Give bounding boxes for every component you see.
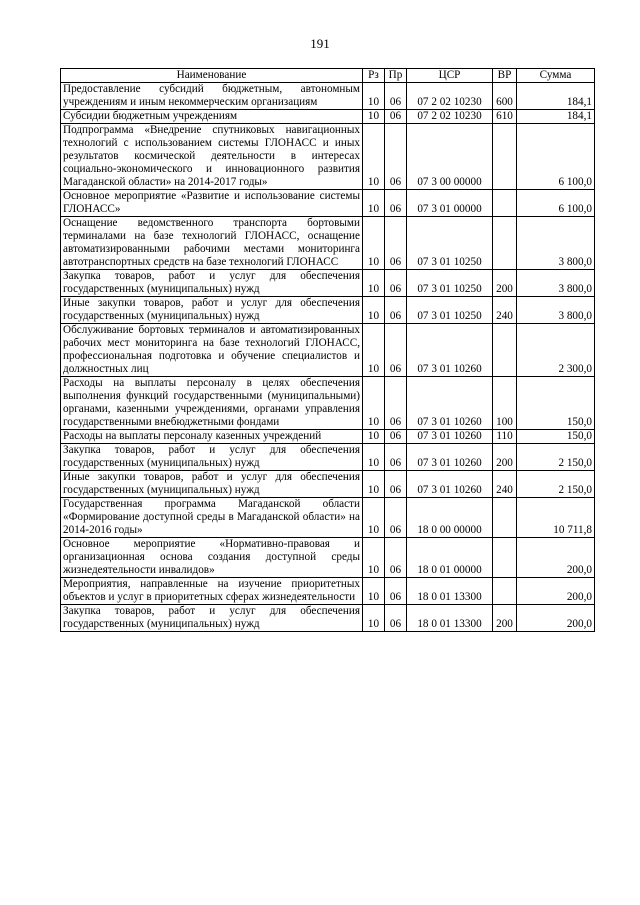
cell-csr: 07 2 02 10230 <box>407 110 493 124</box>
cell-pr: 06 <box>385 124 407 190</box>
budget-table <box>60 68 595 632</box>
cell-sum: 6 100,0 <box>517 190 595 217</box>
cell-rz: 10 <box>363 471 385 498</box>
cell-rz: 10 <box>363 297 385 324</box>
cell-name: Подпрограмма «Внедрение спутниковых навигационных технологий с использованием системы ГЛОНАСС и иных результатов космической деятельности в интересах социально-экономического и инновационного развития Магаданской области» на 2014-2017 годы» <box>61 124 363 190</box>
cell-csr: 07 3 01 10260 <box>407 430 493 444</box>
cell-csr: 07 3 01 10260 <box>407 471 493 498</box>
cell-sum: 3 800,0 <box>517 297 595 324</box>
column-header-vr: ВР <box>493 69 517 83</box>
cell-csr: 07 3 01 10260 <box>407 377 493 430</box>
column-header-sum: Сумма <box>517 69 595 83</box>
cell-name: Мероприятия, направленные на изучение приоритетных объектов и услуг в приоритетных сферах жизнедеятельности <box>61 578 363 605</box>
cell-vr <box>493 190 517 217</box>
cell-sum: 184,1 <box>517 83 595 110</box>
cell-sum: 2 300,0 <box>517 324 595 377</box>
table-row <box>61 124 595 190</box>
page-number: 191 <box>310 36 330 51</box>
cell-csr: 18 0 00 00000 <box>407 498 493 538</box>
cell-sum: 200,0 <box>517 605 595 632</box>
cell-vr <box>493 324 517 377</box>
cell-pr: 06 <box>385 538 407 578</box>
cell-csr: 07 3 01 00000 <box>407 190 493 217</box>
cell-vr <box>493 217 517 270</box>
cell-vr: 240 <box>493 471 517 498</box>
cell-csr: 07 2 02 10230 <box>407 83 493 110</box>
cell-vr <box>493 578 517 605</box>
table-row <box>61 605 595 632</box>
cell-name: Закупка товаров, работ и услуг для обеспечения государственных (муниципальных) нужд <box>61 605 363 632</box>
table-header-row <box>61 69 595 83</box>
cell-pr: 06 <box>385 578 407 605</box>
cell-pr: 06 <box>385 190 407 217</box>
cell-rz: 10 <box>363 110 385 124</box>
cell-pr: 06 <box>385 110 407 124</box>
table-row <box>61 324 595 377</box>
cell-name: Расходы на выплаты персоналу в целях обеспечения выполнения функций государственными (муниципальными) органами, казенными учреждениями, органами управления государственными внебюджетными фондами <box>61 377 363 430</box>
column-header-rz: Рз <box>363 69 385 83</box>
cell-csr: 18 0 01 00000 <box>407 538 493 578</box>
column-header-pr: Пр <box>385 69 407 83</box>
cell-name: Основное мероприятие «Развитие и использование системы ГЛОНАСС» <box>61 190 363 217</box>
table-row <box>61 270 595 297</box>
table-row <box>61 498 595 538</box>
cell-pr: 06 <box>385 270 407 297</box>
cell-rz: 10 <box>363 190 385 217</box>
cell-csr: 18 0 01 13300 <box>407 578 493 605</box>
table-row <box>61 430 595 444</box>
cell-name: Расходы на выплаты персоналу казенных учреждений <box>61 430 363 444</box>
table-row <box>61 538 595 578</box>
cell-name: Оснащение ведомственного транспорта бортовыми терминалами на базе технологий ГЛОНАСС, оснащение автоматизированными рабочими местами мониторинга автотранспортных средств на базе технологий ГЛОНАСС <box>61 217 363 270</box>
cell-sum: 184,1 <box>517 110 595 124</box>
cell-sum: 200,0 <box>517 578 595 605</box>
cell-sum: 200,0 <box>517 538 595 578</box>
cell-name: Закупка товаров, работ и услуг для обеспечения государственных (муниципальных) нужд <box>61 444 363 471</box>
table-row <box>61 83 595 110</box>
cell-vr: 200 <box>493 270 517 297</box>
table-row <box>61 297 595 324</box>
cell-name: Субсидии бюджетным учреждениям <box>61 110 363 124</box>
cell-pr: 06 <box>385 605 407 632</box>
cell-pr: 06 <box>385 430 407 444</box>
cell-csr: 18 0 01 13300 <box>407 605 493 632</box>
cell-pr: 06 <box>385 498 407 538</box>
cell-sum: 10 711,8 <box>517 498 595 538</box>
cell-rz: 10 <box>363 578 385 605</box>
cell-pr: 06 <box>385 444 407 471</box>
cell-csr: 07 3 01 10260 <box>407 444 493 471</box>
cell-sum: 2 150,0 <box>517 471 595 498</box>
cell-rz: 10 <box>363 498 385 538</box>
cell-vr: 610 <box>493 110 517 124</box>
cell-rz: 10 <box>363 377 385 430</box>
cell-rz: 10 <box>363 444 385 471</box>
table-row <box>61 217 595 270</box>
table-body <box>61 83 595 632</box>
cell-pr: 06 <box>385 471 407 498</box>
cell-vr: 240 <box>493 297 517 324</box>
table-row <box>61 110 595 124</box>
table-row <box>61 578 595 605</box>
cell-rz: 10 <box>363 83 385 110</box>
table-row <box>61 471 595 498</box>
cell-vr: 100 <box>493 377 517 430</box>
table-row <box>61 377 595 430</box>
cell-csr: 07 3 01 10250 <box>407 270 493 297</box>
cell-rz: 10 <box>363 538 385 578</box>
cell-vr: 200 <box>493 605 517 632</box>
column-header-name: Наименование <box>61 69 363 83</box>
table-row <box>61 190 595 217</box>
cell-csr: 07 3 01 10260 <box>407 324 493 377</box>
cell-pr: 06 <box>385 377 407 430</box>
cell-rz: 10 <box>363 430 385 444</box>
cell-csr: 07 3 01 10250 <box>407 217 493 270</box>
cell-vr <box>493 124 517 190</box>
cell-name: Закупка товаров, работ и услуг для обеспечения государственных (муниципальных) нужд <box>61 270 363 297</box>
cell-rz: 10 <box>363 124 385 190</box>
cell-name: Государственная программа Магаданской области «Формирование доступной среды в Магаданской области» на 2014-2016 годы» <box>61 498 363 538</box>
cell-name: Предоставление субсидий бюджетным, автономным учреждениям и иным некоммерческим организациям <box>61 83 363 110</box>
cell-csr: 07 3 00 00000 <box>407 124 493 190</box>
cell-pr: 06 <box>385 324 407 377</box>
cell-vr: 600 <box>493 83 517 110</box>
cell-name: Обслуживание бортовых терминалов и автоматизированных рабочих мест мониторинга на базе технологий ГЛОНАСС, профессиональная подготовка и обучение специалистов и должностных лиц <box>61 324 363 377</box>
cell-vr <box>493 498 517 538</box>
cell-name: Иные закупки товаров, работ и услуг для обеспечения государственных (муниципальных) нужд <box>61 471 363 498</box>
cell-vr: 200 <box>493 444 517 471</box>
cell-rz: 10 <box>363 217 385 270</box>
cell-name: Иные закупки товаров, работ и услуг для обеспечения государственных (муниципальных) нужд <box>61 297 363 324</box>
cell-rz: 10 <box>363 605 385 632</box>
cell-rz: 10 <box>363 270 385 297</box>
column-header-csr: ЦСР <box>407 69 493 83</box>
cell-name: Основное мероприятие «Нормативно-правовая и организационная основа создания доступной среды жизнедеятельности инвалидов» <box>61 538 363 578</box>
cell-sum: 2 150,0 <box>517 444 595 471</box>
cell-sum: 6 100,0 <box>517 124 595 190</box>
cell-sum: 3 800,0 <box>517 270 595 297</box>
cell-csr: 07 3 01 10250 <box>407 297 493 324</box>
table-row <box>61 444 595 471</box>
cell-sum: 3 800,0 <box>517 217 595 270</box>
cell-pr: 06 <box>385 83 407 110</box>
cell-pr: 06 <box>385 297 407 324</box>
cell-rz: 10 <box>363 324 385 377</box>
cell-sum: 150,0 <box>517 377 595 430</box>
cell-pr: 06 <box>385 217 407 270</box>
cell-vr: 110 <box>493 430 517 444</box>
cell-sum: 150,0 <box>517 430 595 444</box>
cell-vr <box>493 538 517 578</box>
